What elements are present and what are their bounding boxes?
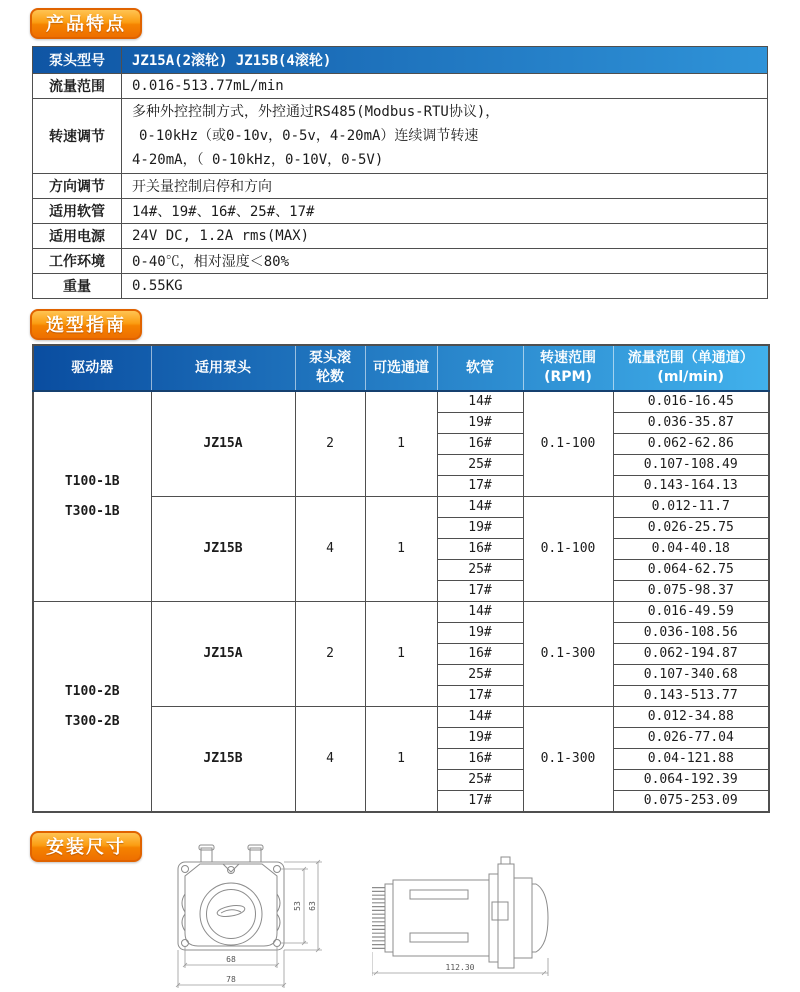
flow-cell: 0.064-192.39 bbox=[613, 770, 769, 791]
flow-cell: 0.075-98.37 bbox=[613, 581, 769, 602]
tube-cell: 19# bbox=[437, 413, 523, 434]
tube-cell: 16# bbox=[437, 644, 523, 665]
section-badge-selection-guide: 选型指南 bbox=[30, 309, 142, 340]
flow-cell: 0.016-16.45 bbox=[613, 391, 769, 413]
spec-value: 开关量控制启停和方向 bbox=[122, 174, 768, 199]
tube-cell: 25# bbox=[437, 560, 523, 581]
spec-value: 0.55KG bbox=[122, 274, 768, 299]
dim-length-label: 112.30 bbox=[445, 963, 475, 973]
side-view-drawing bbox=[372, 854, 552, 982]
spec-value-line: 0-10kHz（或0-10v，0-5v，4-20mA）连续调节转速 bbox=[139, 128, 479, 145]
tube-cell: 25# bbox=[437, 770, 523, 791]
spec-value: 14#、19#、16#、25#、17# bbox=[122, 199, 768, 224]
screw-hole bbox=[182, 940, 189, 947]
pump-model-cell: JZ15A bbox=[151, 602, 295, 707]
table-row bbox=[33, 47, 768, 74]
rollers-cell: 4 bbox=[295, 707, 365, 813]
installation-drawings bbox=[174, 842, 800, 992]
spec-value bbox=[122, 99, 768, 174]
dim-outer-height-label: 63 bbox=[308, 901, 317, 912]
flow-cell: 0.036-108.56 bbox=[613, 623, 769, 644]
rpm-cell: 0.1-100 bbox=[523, 391, 613, 497]
rpm-cell: 0.1-100 bbox=[523, 497, 613, 602]
rollers-cell: 2 bbox=[295, 602, 365, 707]
spec-value: 0.016-513.77mL/min bbox=[122, 74, 768, 99]
spec-label: 泵头型号 bbox=[33, 47, 122, 74]
brand-logo bbox=[216, 904, 245, 919]
col-header-rollers: 泵头滚 轮数 bbox=[295, 345, 365, 391]
driver-cell: T100-1B T300-1B bbox=[33, 391, 151, 602]
tube-cell: 19# bbox=[437, 623, 523, 644]
spec-value-line: 4-20mA，（ 0-10kHz，0-10V，0-5V) bbox=[132, 152, 384, 169]
table-row bbox=[33, 274, 768, 299]
flow-cell: 0.016-49.59 bbox=[613, 602, 769, 623]
col-header-pump: 适用泵头 bbox=[151, 345, 295, 391]
rotor-cover bbox=[200, 883, 262, 945]
tube-cell: 14# bbox=[437, 707, 523, 728]
spec-value: 24V DC, 1.2A rms(MAX) bbox=[122, 224, 768, 249]
flow-cell: 0.062-62.86 bbox=[613, 434, 769, 455]
table-row bbox=[33, 74, 768, 99]
spec-label: 工作环境 bbox=[33, 249, 122, 274]
spec-label: 重量 bbox=[33, 274, 122, 299]
table-row bbox=[33, 99, 768, 174]
section-badge-installation: 安装尺寸 bbox=[30, 831, 142, 862]
table-header-row bbox=[33, 345, 769, 391]
tube-cell: 16# bbox=[437, 539, 523, 560]
channels-cell: 1 bbox=[365, 707, 437, 813]
tube-cell: 19# bbox=[437, 728, 523, 749]
tube-cell: 25# bbox=[437, 455, 523, 476]
dim-inner-height-label: 53 bbox=[293, 901, 302, 912]
tube-cell: 16# bbox=[437, 749, 523, 770]
flow-cell: 0.064-62.75 bbox=[613, 560, 769, 581]
selection-guide-table bbox=[32, 344, 770, 813]
tube-cell: 14# bbox=[437, 602, 523, 623]
dim-outer-width-label: 78 bbox=[226, 975, 236, 985]
pump-model-cell: JZ15A bbox=[151, 391, 295, 497]
pump-model-cell: JZ15B bbox=[151, 497, 295, 602]
table-row bbox=[33, 224, 768, 249]
rollers-cell: 4 bbox=[295, 497, 365, 602]
screw-hole bbox=[274, 866, 281, 873]
rpm-cell: 0.1-300 bbox=[523, 707, 613, 813]
tube-cell: 16# bbox=[437, 434, 523, 455]
tube-cell: 14# bbox=[437, 497, 523, 518]
tube-cell: 17# bbox=[437, 581, 523, 602]
screw-hole bbox=[274, 940, 281, 947]
col-header-flow: 流量范围（单通道） (ml/min) bbox=[613, 345, 769, 391]
rollers-cell: 2 bbox=[295, 391, 365, 497]
flow-cell: 0.143-513.77 bbox=[613, 686, 769, 707]
flow-cell: 0.012-34.88 bbox=[613, 707, 769, 728]
flow-cell: 0.143-164.13 bbox=[613, 476, 769, 497]
dim-inner-width-label: 68 bbox=[226, 955, 236, 965]
flow-cell: 0.012-11.7 bbox=[613, 497, 769, 518]
pump-model-cell: JZ15B bbox=[151, 707, 295, 813]
tube-cell: 17# bbox=[437, 476, 523, 497]
spec-label: 流量范围 bbox=[33, 74, 122, 99]
flow-cell: 0.026-25.75 bbox=[613, 518, 769, 539]
product-features-table bbox=[32, 46, 768, 299]
spec-label: 方向调节 bbox=[33, 174, 122, 199]
table-row bbox=[33, 602, 769, 623]
flow-cell: 0.075-253.09 bbox=[613, 791, 769, 813]
rpm-cell: 0.1-300 bbox=[523, 602, 613, 707]
flow-cell: 0.062-194.87 bbox=[613, 644, 769, 665]
tube-cell: 25# bbox=[437, 665, 523, 686]
spec-value: JZ15A(2滚轮) JZ15B(4滚轮) bbox=[122, 47, 768, 74]
spec-value: 0-40℃，相对湿度＜80% bbox=[122, 249, 768, 274]
tube-cell: 17# bbox=[437, 791, 523, 813]
flow-cell: 0.04-40.18 bbox=[613, 539, 769, 560]
table-row bbox=[33, 249, 768, 274]
table-row bbox=[33, 174, 768, 199]
tube-cell: 17# bbox=[437, 686, 523, 707]
front-view-drawing bbox=[174, 842, 334, 992]
section-badge-product-features: 产品特点 bbox=[30, 8, 142, 39]
spec-value-line: 多种外控控制方式，外控通过RS485(Modbus-RTU协议)， bbox=[132, 104, 500, 120]
col-header-channels: 可选通道 bbox=[365, 345, 437, 391]
flow-cell: 0.036-35.87 bbox=[613, 413, 769, 434]
flow-cell: 0.04-121.88 bbox=[613, 749, 769, 770]
spec-label: 适用电源 bbox=[33, 224, 122, 249]
table-row bbox=[33, 391, 769, 413]
col-header-driver: 驱动器 bbox=[33, 345, 151, 391]
motor-body bbox=[393, 880, 489, 956]
col-header-rpm: 转速范围 (RPM) bbox=[523, 345, 613, 391]
flow-cell: 0.026-77.04 bbox=[613, 728, 769, 749]
spec-label: 转速调节 bbox=[33, 99, 122, 174]
spec-label: 适用软管 bbox=[33, 199, 122, 224]
channels-cell: 1 bbox=[365, 391, 437, 497]
flow-cell: 0.107-340.68 bbox=[613, 665, 769, 686]
tube-cell: 19# bbox=[437, 518, 523, 539]
tube-cell: 14# bbox=[437, 391, 523, 413]
mounting-flange bbox=[498, 864, 514, 968]
channels-cell: 1 bbox=[365, 497, 437, 602]
pump-head-side bbox=[514, 878, 532, 958]
screw-hole bbox=[182, 866, 189, 873]
table-row bbox=[33, 199, 768, 224]
pump-head-outline bbox=[185, 864, 277, 946]
col-header-tube: 软管 bbox=[437, 345, 523, 391]
channels-cell: 1 bbox=[365, 602, 437, 707]
driver-cell: T100-2B T300-2B bbox=[33, 602, 151, 813]
flow-cell: 0.107-108.49 bbox=[613, 455, 769, 476]
